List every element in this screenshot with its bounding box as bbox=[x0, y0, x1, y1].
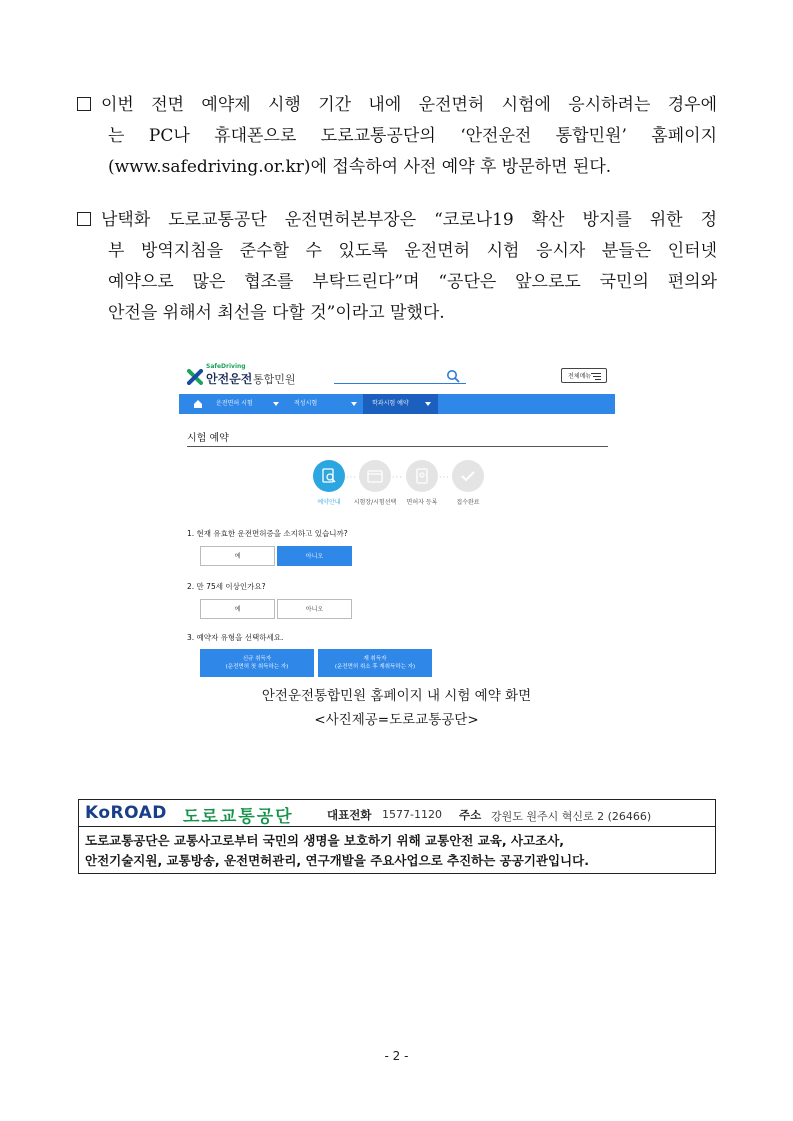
logo-subtitle: SafeDriving bbox=[206, 363, 246, 370]
photo-credit: <사진제공=도로교통공단> bbox=[314, 712, 479, 728]
step-3-label: 면허자 등록 bbox=[406, 499, 438, 506]
nav-item-license-test[interactable]: 운전면허 시험 bbox=[207, 394, 285, 414]
paragraph-1 bbox=[77, 90, 717, 183]
reapplicant-sub: (운전면허 취소 후 재취득하는 자) bbox=[334, 664, 416, 670]
address-label: 주소 bbox=[459, 808, 482, 822]
website-screenshot bbox=[178, 360, 615, 680]
org-description-line-2: 안전기술지원, 교통방송, 운전면허관리, 연구개발을 주요사업으로 추진하는 공공기관입니다. bbox=[85, 853, 589, 868]
title-divider bbox=[187, 446, 608, 447]
logo-suffix-text: 통합민원 bbox=[253, 373, 296, 386]
home-icon[interactable] bbox=[193, 399, 203, 409]
logo-main-text: 안전운전 bbox=[206, 372, 253, 386]
checkbox-square-icon bbox=[77, 97, 91, 111]
safedriving-logo-icon bbox=[187, 369, 203, 385]
q2-yes-button[interactable]: 예 bbox=[200, 599, 275, 619]
page-number: - 2 - bbox=[384, 1049, 409, 1063]
q1-no-button[interactable]: 아니오 bbox=[277, 546, 352, 566]
koroad-logo: KoROAD bbox=[85, 803, 167, 823]
search-input[interactable] bbox=[334, 383, 466, 384]
paragraph-2-line-2: 부 방역지침을 준수할 수 있도록 운전면허 시험 응시자 분들은 인터넷 bbox=[108, 241, 717, 261]
new-applicant-title: 신규 취득자 bbox=[242, 656, 272, 662]
step-connector: ··· bbox=[392, 473, 403, 482]
paragraph-2-line-4: 안전을 위해서 최선을 다할 것”이라고 말했다. bbox=[108, 303, 445, 323]
step-1 bbox=[313, 460, 345, 492]
org-info-box bbox=[78, 799, 716, 874]
figure-caption: 안전운전통합민원 홈페이지 내 시험 예약 화면 bbox=[261, 688, 532, 704]
paragraph-1-line-3: (www.safedriving.or.kr)에 접속하여 사전 예약 후 방문하면 된다. bbox=[108, 157, 612, 177]
org-name: 도로교통공단 bbox=[183, 807, 294, 827]
step-4 bbox=[452, 460, 484, 492]
address-value: 강원도 원주시 혁신로 2 (26466) bbox=[491, 810, 652, 823]
checkmark-icon bbox=[460, 468, 476, 484]
full-menu-button[interactable] bbox=[561, 368, 607, 383]
step-connector: ··· bbox=[346, 473, 357, 482]
magnifier-document-icon bbox=[321, 468, 337, 484]
reapplicant-title: 재 취득자 bbox=[363, 656, 387, 662]
step-2 bbox=[359, 460, 391, 492]
hamburger-icon bbox=[591, 373, 601, 380]
question-3: 3. 예약자 유형을 선택하세요. bbox=[187, 633, 284, 642]
question-1: 1. 현재 유효한 운전면허증을 소지하고 있습니까? bbox=[187, 529, 348, 538]
org-description-line-1: 도로교통공단은 교통사고로부터 국민의 생명을 보호하기 위해 교통안전 교육, 사고조사, bbox=[85, 833, 565, 848]
paragraph-2-line-3: 예약으로 많은 협조를 부탁드린다”며 “공단은 앞으로도 국민의 편의와 bbox=[108, 272, 717, 292]
caret-down-icon bbox=[273, 402, 279, 406]
page-title: 시험 예약 bbox=[187, 433, 229, 444]
step-4-label: 접수완료 bbox=[456, 499, 480, 506]
step-2-label: 시험장/시험선택 bbox=[353, 499, 397, 506]
caret-down-icon bbox=[351, 402, 357, 406]
nav-item-aptitude-test[interactable]: 적성시험 bbox=[285, 394, 363, 414]
step-1-label: 예약안내 bbox=[317, 499, 341, 506]
tel-number: 1577-1120 bbox=[382, 808, 442, 821]
question-2: 2. 만 75세 이상인가요? bbox=[187, 582, 266, 591]
org-info-header bbox=[79, 800, 715, 827]
paragraph-2-line-1: 남택화 도로교통공단 운전면허본부장은 “코로나19 확산 방지를 위한 정 bbox=[101, 210, 717, 230]
q2-no-button[interactable]: 아니오 bbox=[277, 599, 352, 619]
new-applicant-sub: (운전면허 첫 취득하는 자) bbox=[225, 664, 289, 670]
q1-yes-button[interactable]: 예 bbox=[200, 546, 275, 566]
step-3 bbox=[406, 460, 438, 492]
new-applicant-button[interactable] bbox=[200, 649, 314, 677]
main-navbar bbox=[179, 394, 615, 414]
search-icon[interactable] bbox=[446, 369, 460, 383]
paragraph-1-line-2: 는 PC나 휴대폰으로 도로교통공단의 ‘안전운전 통합민원’ 홈페이지 bbox=[108, 126, 717, 146]
reapplicant-button[interactable] bbox=[318, 649, 432, 677]
paragraph-1-line-1: 이번 전면 예약제 시행 기간 내에 운전면허 시험에 응시하려는 경우에 bbox=[101, 95, 717, 115]
id-card-icon bbox=[414, 468, 430, 484]
full-menu-label: 전체메뉴 bbox=[568, 373, 592, 380]
tel-label: 대표전화 bbox=[327, 808, 372, 822]
caret-down-icon bbox=[425, 402, 431, 406]
step-connector: ··· bbox=[439, 473, 450, 482]
nav-item-exam-booking[interactable]: 학과시험 예약 bbox=[363, 394, 438, 414]
org-description bbox=[85, 831, 709, 871]
paragraph-2 bbox=[77, 205, 717, 329]
calendar-icon bbox=[367, 468, 383, 484]
checkbox-square-icon bbox=[77, 212, 91, 226]
